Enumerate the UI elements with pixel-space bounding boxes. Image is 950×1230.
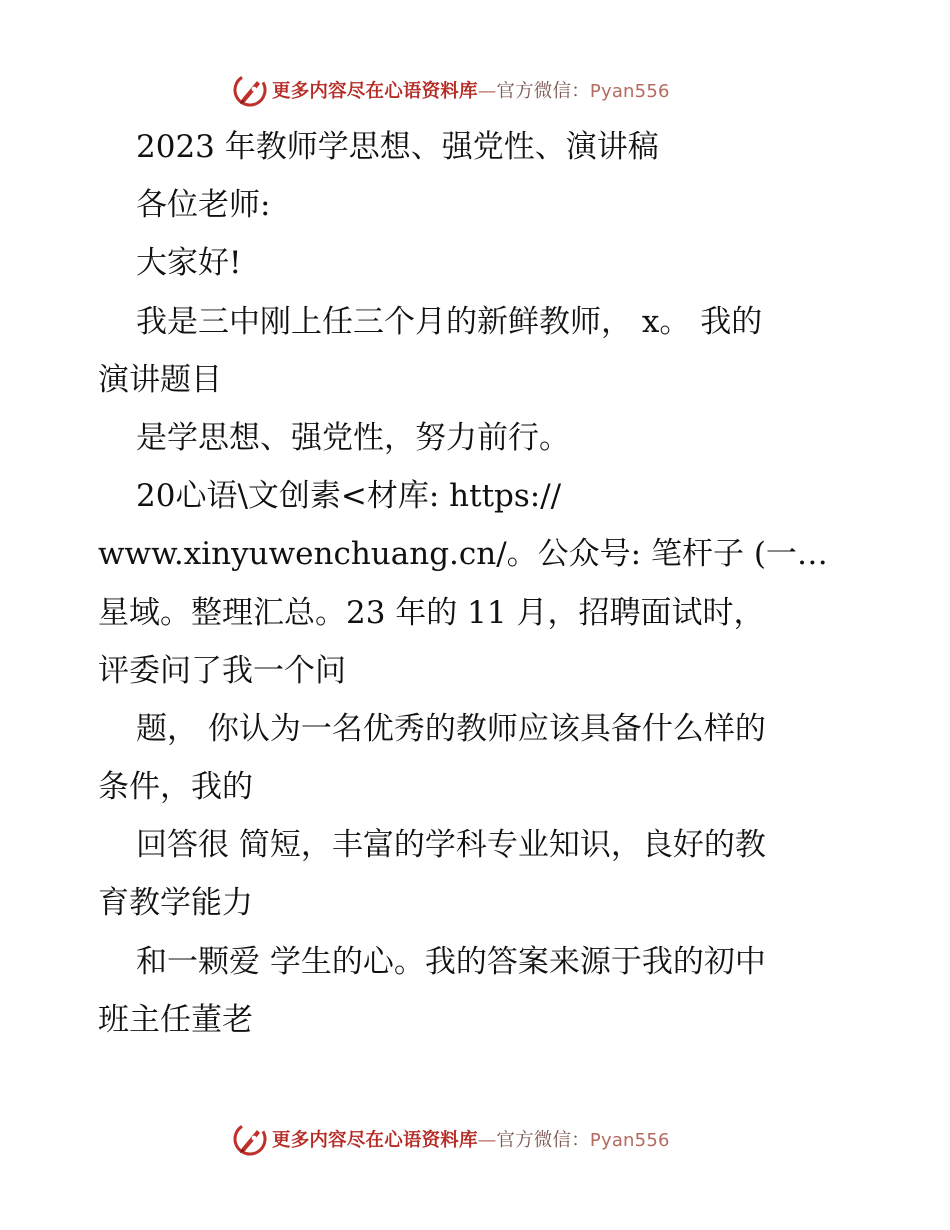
greeting: 大家好! <box>136 245 242 282</box>
pen-logo-icon <box>232 72 268 108</box>
watermark-text <box>272 77 670 103</box>
paragraph-line: 20心语\文创素<材库: https:// <box>136 478 562 515</box>
paragraph-line: www.xinyuwenchuang.cn/。公众号: 笔杆子 (一… <box>98 536 828 573</box>
paragraph-line: 评委问了我一个问 <box>98 652 346 689</box>
paragraph-line: 演讲题目 <box>98 361 222 398</box>
watermark-wechat-label: 官方微信： <box>496 81 590 102</box>
watermark-dash: — <box>477 1130 497 1151</box>
header-watermark <box>232 70 732 110</box>
footer-watermark <box>232 1119 732 1159</box>
paragraph-line: 回答很 简短，丰富的学科专业知识，良好的教 <box>136 827 766 864</box>
salutation: 各位老师: <box>136 187 271 224</box>
paragraph-line: 和一颗爱 学生的心。我的答案来源于我的初中 <box>136 943 766 980</box>
watermark-text <box>272 1126 670 1152</box>
watermark-site-name: 更多内容尽在心语资料库 <box>272 81 478 102</box>
document-title: 2023 年教师学思想、强党性、演讲稿 <box>136 129 659 165</box>
pen-logo-icon <box>232 1121 268 1157</box>
watermark-wechat-id: Pyan556 <box>589 81 670 102</box>
watermark-site-name: 更多内容尽在心语资料库 <box>272 1130 478 1151</box>
document-body <box>98 118 858 1049</box>
paragraph-line: 条件，我的 <box>98 769 253 806</box>
watermark-wechat-id: Pyan556 <box>589 1130 670 1151</box>
paragraph-line: 是学思想、强党性，努力前行。 <box>136 419 570 456</box>
watermark-dash: — <box>477 81 497 102</box>
paragraph-line: 育教学能力 <box>98 885 253 922</box>
paragraph-line: 班主任董老 <box>98 1001 253 1038</box>
paragraph-line: 我是三中刚上任三个月的新鲜教师， x。 我的 <box>136 303 763 340</box>
paragraph-line: 题， 你认为一名优秀的教师应该具备什么样的 <box>136 710 766 747</box>
paragraph-line: 星域。整理汇总。23 年的 11 月，招聘面试时， <box>98 594 765 631</box>
watermark-wechat-label: 官方微信： <box>496 1130 590 1151</box>
